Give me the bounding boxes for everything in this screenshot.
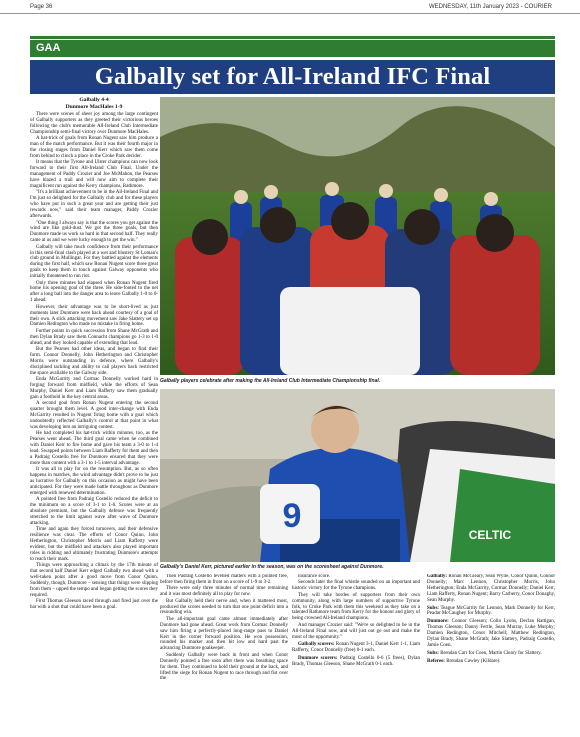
jersey-sponsor: CELTIC bbox=[468, 528, 512, 542]
paragraph: First Thomas Gleeson raced through and fired just over the bar with a shot that could have been a goal. bbox=[30, 599, 158, 610]
galbally-subs: Subs: Teague McGarrity for Lennon, Mark Donnelly for Kerr, Peadar McCaughey for Murphy. bbox=[427, 605, 555, 617]
paragraph: But Galbally held their nerve and, when it mattered most, produced the scores needed to turn that one point deficit into a resounding win. bbox=[160, 598, 288, 616]
team-lineups bbox=[427, 574, 555, 737]
paragraph: It was all to play for on the resumption. But, as so often happens in matches, the wind advantage didn't prove to be just as lucrative for Galbally on this occasion as might have been anticipated. For they were made battle throughout as Dunmore emerged with renewed determination. bbox=[30, 467, 158, 496]
date-and-source: WEDNESDAY, 11th January 2023 - COURIER bbox=[428, 3, 552, 10]
paragraph: And manager Crozier said: "We're so delighted to be in the All-Ireland Final now, and will just out go out and make the most of the opportunity." bbox=[292, 622, 420, 640]
paragraph: Seconds later the final whistle sounded on an important and historic victory for the Tyrone champions. bbox=[292, 580, 420, 592]
photo-caption-2: Galbally's Daniel Kerr, pictured earlier in the season, was on the scoresheet against Dunmore. bbox=[160, 564, 384, 570]
article-column-3 bbox=[292, 574, 420, 737]
paragraph: He had completed his hat-trick within minutes, too, as the Pearses went ahead. The third goal came when he combined with Daniel Kerr to fire home and gave his team a 3-0 to 1-4 lead. Swapped points between Liam Rafferty for them and then a Padraig Costello free for Dunmore ensured that they were more than content with a 3-1 to 1-5 interval advantage. bbox=[30, 431, 158, 466]
referee: Referee: Brendan Cawley (Kildare). bbox=[427, 658, 501, 664]
paragraph: Galbally will take much confidence from their performance in this semi-final clash played at a wet and blustery St Loman's club ground in Mullingar. For they battled against the elements during the first half, which saw Ronan Nugent score three great goals to keep them in touch against Galway opponents who initially threatened to run riot. bbox=[30, 244, 158, 280]
paragraph: "One thing I always say is that the scores you get against the wind are like gold-dust. We got the three goals, but then Dunmore made us work so hard in that second half. They really came at us and we were lucky enough to get the win." bbox=[30, 220, 158, 244]
paragraph: Suddenly Galbally were back in front and when Conor Donnelly pointed a free soon after there was breathing space for them. They continued to hold their ground at the back, and lifted the siege for Ronan Nugent to race through and fist over the bbox=[160, 652, 288, 682]
paragraph: Things were approaching a climax by the 17th minute of that second half Daniel Kerr edged Galbally two ahead with a well-taken point after a good move from Conor Quinn. Suddenly, though, Dunmore – sensing that things were slipping from them – upped the tempo and began getting the scores they required. bbox=[30, 563, 158, 598]
paragraph: A hat-trick of goals from Ronan Nugent saw him produce a man of the match performance. But it was their fourth major in the closing stages from Daniel Kerr which saw them come from behind to clinch a place in the Croke Park decider. bbox=[30, 136, 158, 160]
article-column-1 bbox=[30, 97, 158, 737]
paragraph: A second goal from Ronan Nugent entering the second quarter brought them level. A good inter-change with Enda McGarrity resulted in Nugent firing home with a goal which undoubtedly reflected Galbally's control at that point in what was developing into an intriguing contest. bbox=[30, 401, 158, 430]
score-away: Dunmore MacHales 1-9 bbox=[65, 103, 123, 110]
headline: Galbally set for All-Ireland IFC Final bbox=[30, 60, 555, 94]
paragraph: There were only three minutes of normal time remaining and it was most definitely all to play for now. bbox=[160, 586, 288, 598]
section-rule bbox=[30, 36, 555, 39]
article-body bbox=[30, 112, 158, 611]
team-huddle-photo bbox=[160, 97, 555, 375]
galbally-lineup: Galbally: Ronan McGleary, Sean Wylie, Conor Quinn, Connor Donnelly; Marc Lennon, Christopher Morris, John Hetherington; Enda McGarrity, Cormac Donnelly; Daniel Kerr, Liam Rafferty, Ronan Nugent; Barry Carberry, Conor Donaghy, Sean Murphy. bbox=[427, 574, 555, 603]
player-action-photo bbox=[160, 389, 555, 562]
paragraph: But the Pearses had other ideas, and began to find their form. Connor Donnelly, John Hetherington and Christopher Morris were outstanding in defence, where Galbally's disciplined tackling and ability to call players back restricted the space available to the Galway side. bbox=[30, 347, 158, 376]
player-action-image bbox=[160, 389, 555, 562]
jersey-number: 9 bbox=[282, 497, 302, 535]
paragraph: However, their advantage was to be short-lived as just moments later Dunmore were back ahead courtesy of a goal of their own. A slick attacking movement saw Jake Slattery set up Damien Redington who made no mistake in firing home. bbox=[30, 304, 158, 328]
paragraph: Further points in quick succession from Shane McGrath and then Dylan Brady saw them Connacht champions go 1-3 to 1-0 ahead, and they looked capable of extending that lead. bbox=[30, 328, 158, 346]
photo-caption-1: Galbally players celebrate after making the All-Ireland Club Intermediate Championship final. bbox=[160, 378, 381, 384]
paragraph: Then Padraig Costello levelled matters with a pointed free, before then firing them in front on a score of 1-9 to 3-2. bbox=[160, 574, 288, 585]
section-label: GAA bbox=[30, 40, 555, 57]
paragraph: A pointed free from Padraig Costello reduced the deficit to the minimum on a score of 3-1 to 1-6. Scores were at an absolute premium, but the Galbally defence was frequently stretched to the limit against wave after wave of Dunmore attacking. bbox=[30, 497, 158, 526]
dunmore-subs: Subs: Brendan Carr for Coen, Martin Cleary for Slattery. bbox=[427, 650, 542, 656]
article-body-3 bbox=[292, 574, 420, 640]
page-number: Page 36 bbox=[30, 3, 53, 10]
galbally-scorers: Galbally scorers: Ronan Nugent 3-1, Daniel Kerr 1-1, Liam Rafferty, Conor Donnelly (free) 0-1 each. bbox=[292, 642, 420, 654]
paragraph: Time and again they forced turnovers, and their defensive resilience was clear. The efforts of Conor Quinn, John Hetherington, Christopher Morris and Liam Rafferty were evident, but the midfield and attackers also played important roles in ridding and ultimately frustrating Dunmore's attempts to reach their mark. bbox=[30, 527, 158, 562]
paragraph: Enda McGarrity and Cormac Donnelly worked hard in forging forward from midfield, while the efforts of Sean Murphy, Daniel Kerr and Liam Rafferty saw them gradually gain a foothold in the key central areas. bbox=[30, 377, 158, 400]
paragraph: It means that the Tyrone and Ulster champions can now look forward to their first All-Ireland Club Final. Under the management of Paddy Crozier and Joe McMahon, the Pearses have blazed a trail and will now aim to complete their magnificent run against the Kerry champions, Rathmore. bbox=[30, 160, 158, 190]
paragraph: Only three minutes had elapsed when Ronan Nugent fired home his opening goal of the three. He side-footed to the net after a long ball into the danger area to leave Galbally 1-0 to 0-1 ahead. bbox=[30, 280, 158, 304]
paragraph: "It's a brilliant achievement to be in the All-Ireland Final and I'm just so delighted for the Galbally club and for these players who have put in such a great year and are getting their just rewards now," said their team manager, Paddy Crozier afterwards. bbox=[30, 190, 158, 220]
page-header bbox=[0, 0, 580, 14]
paragraph: The all-important goal came almost immediately after Dunmore had gone ahead. Great work from Cormac Donnelly saw him firing a perfectly-placed long-range pass to Daniel Kerr in the corner forward position. He won possession, rounded his marker and then hit low and hard past the advancing Dunmore goalkeeper. bbox=[160, 616, 288, 652]
team-huddle-image bbox=[160, 97, 555, 375]
dunmore-lineup: Dunmore: Connor Gleeson; Colin Lyons, Declan Rattigan, Thomas Gleeson; Danny Fertle, Sean Murray, Luke Murphy; Damien Redington, Conor Mitchell; Matthew Redington, Dylan Brady, Shane McGrath; Jake Slattery, Padraig Costello, Jamie Coen. bbox=[427, 619, 555, 648]
score-line bbox=[30, 97, 158, 110]
paragraph: insurance score. bbox=[298, 574, 331, 579]
article-column-2 bbox=[160, 574, 288, 737]
paragraph: There were scenes of sheer joy among the large contingent of Galbally supporters as they greeted their victorious heroes following the club's memorable All-Ireland Club Intermediate Championship semi-final victory over Dunmore MacHales. bbox=[30, 112, 158, 135]
paragraph: They will take hordes of supporters from their own community, along with large numbers of supportive Tyrone folk, to Croke Park with them this weekend as they take on a talented Rathmore team from Kerry for the honour and glory of being crowned All-Ireland champions. bbox=[292, 592, 420, 622]
dunmore-scorers: Dunmore scorers: Padraig Costello 0-6 (5 frees), Dylan Brady, Thomas Gleeson, Shane McGrath 0-1 each. bbox=[292, 656, 420, 668]
score-home: Galbally 4-4 bbox=[79, 97, 109, 103]
